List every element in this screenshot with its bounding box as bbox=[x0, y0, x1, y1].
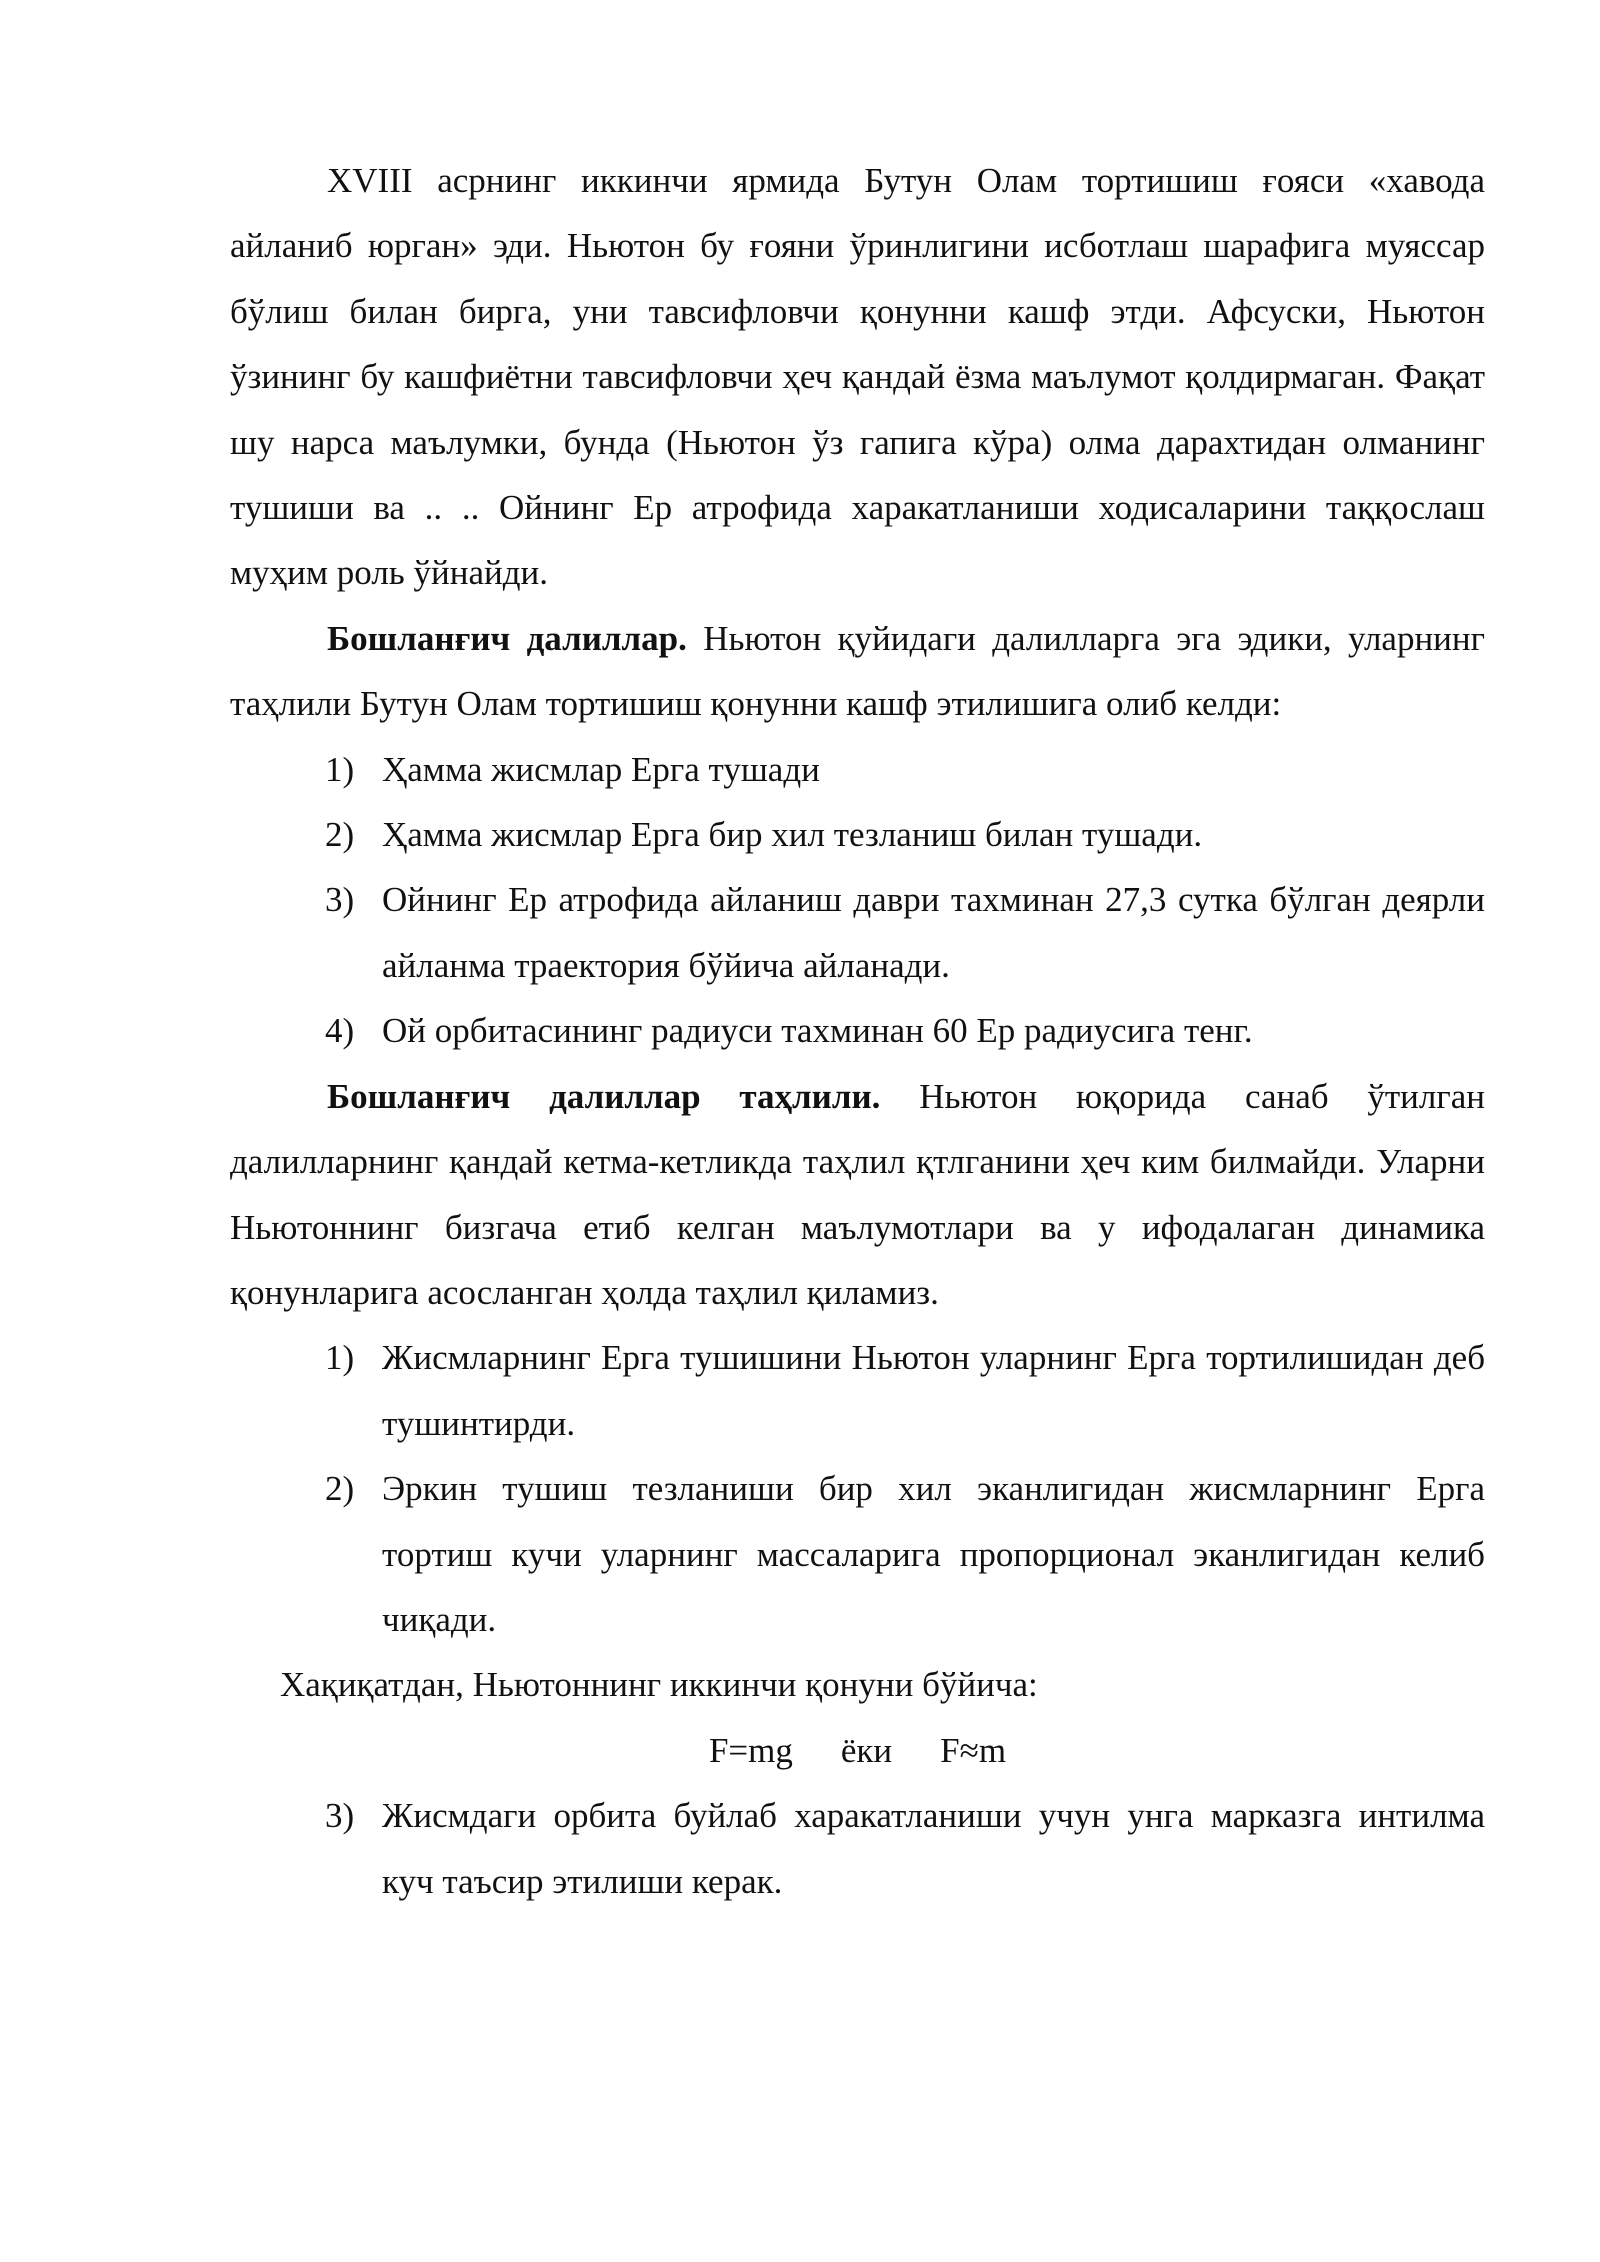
list-number: 3) bbox=[325, 880, 355, 920]
list-text: Жисмдаги орбита буйлаб харакатланиши учун унга марказга интилма куч таъсир этилиши керак. bbox=[382, 1796, 1485, 1901]
formula-right: F≈m bbox=[940, 1730, 1007, 1770]
analysis-list bbox=[230, 1325, 1485, 1652]
formula-line bbox=[230, 1718, 1485, 1783]
list-number: 3) bbox=[325, 1796, 355, 1836]
section-text: Ньютон қуйидаги далилларга эга эдики, уларнинг таҳлили Бутун Олам тортишиш қонунни кашф этилишига олиб келди: bbox=[230, 618, 1485, 724]
formula-middle: ёки bbox=[840, 1730, 893, 1770]
section-heading: Бошланғич далиллар. bbox=[327, 618, 687, 658]
list-text: Ҳамма жисмлар Ерга бир хил тезланиш билан тушади. bbox=[382, 815, 1203, 855]
document-page bbox=[230, 148, 1485, 1914]
list-number: 4) bbox=[325, 1011, 355, 1051]
list-text: Ҳамма жисмлар Ерга тушади bbox=[382, 749, 820, 789]
analysis-list-continued bbox=[230, 1783, 1485, 1914]
list-text: Ой орбитасининг радиуси тахминан 60 Ер радиусига тенг. bbox=[382, 1011, 1253, 1051]
section-analysis bbox=[230, 1064, 1485, 1326]
list-text: Ойнинг Ер атрофида айланиш даври тахминан 27,3 сутка бўлган деярли айланма траектория бўйича айланади. bbox=[382, 880, 1485, 985]
list-item bbox=[230, 1783, 1485, 1914]
section-heading: Бошланғич далиллар таҳлили. bbox=[327, 1076, 881, 1116]
list-number: 1) bbox=[325, 749, 355, 789]
list-text: Эркин тушиш тезланиши бир хил эканлигидан жисмларнинг Ерга тортиш кучи уларнинг массаларига пропорционал эканлигидан келиб чиқади. bbox=[382, 1469, 1485, 1639]
section-initial-facts bbox=[230, 606, 1485, 737]
formula-left: F=mg bbox=[708, 1730, 793, 1770]
section-text: Ньютон юқорида санаб ўтилган далилларнинг қандай кетма-кетликда таҳлил қтлганини ҳеч ким билмайди. Уларни Ньютоннинг бизгача етиб келган маълумотлари ва у ифодалаган динамика қонунларига асосланган ҳолда таҳлил қиламиз. bbox=[230, 1076, 1485, 1312]
intro-paragraph: XVIII асрнинг иккинчи ярмида Бутун Олам тортишиш ғояси «хавода айланиб юрган» эди. Ньютон бу ғояни ўринлигини исботлаш шарафига муяссар бўлиш билан бирга, уни тавсифловчи қонунни кашф этди. Афсуски, Ньютон ўзининг бу кашфиётни тавсифловчи ҳеч қандай ёзма маълумот қолдирмаган. Фақат шу нарса маълумки, бунда (Ньютон ўз гапига кўра) олма дарахтидан олманинг тушиши ва .. .. Ойнинг Ер атрофида харакатланиши ходисаларини таққослаш муҳим роль ўйнайди. bbox=[230, 161, 1485, 593]
list-item bbox=[230, 802, 1485, 867]
list-number: 2) bbox=[325, 1469, 355, 1509]
list-number: 2) bbox=[325, 815, 355, 855]
list-item bbox=[230, 737, 1485, 802]
list-item bbox=[230, 1456, 1485, 1652]
list-item bbox=[230, 1325, 1485, 1456]
newton-law-note: Хақиқатдан, Ньютоннинг иккинчи қонуни бўйича: bbox=[280, 1665, 1038, 1705]
facts-list bbox=[230, 737, 1485, 1064]
list-item bbox=[230, 998, 1485, 1063]
list-text: Жисмларнинг Ерга тушишини Ньютон уларнинг Ерга тортилишидан деб тушинтирди. bbox=[382, 1338, 1485, 1443]
list-item bbox=[230, 867, 1485, 998]
list-number: 1) bbox=[325, 1338, 355, 1378]
